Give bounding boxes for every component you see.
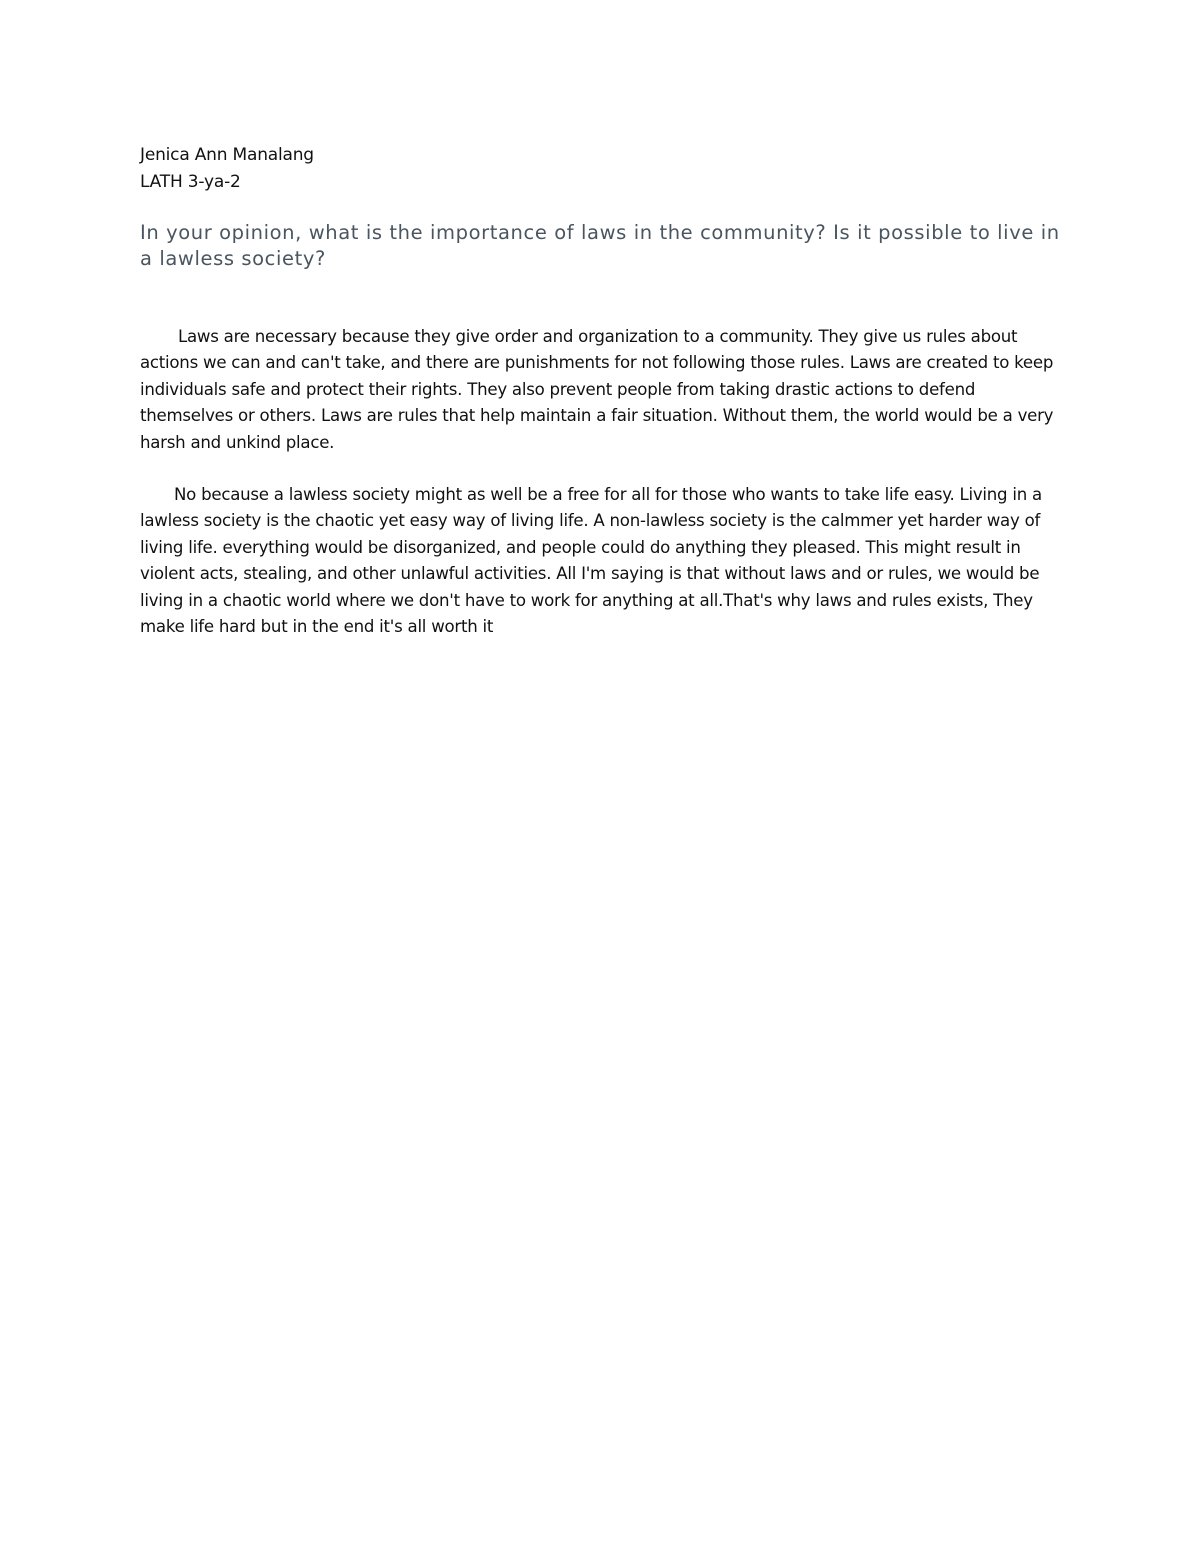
essay-question: In your opinion, what is the importance of laws in the community? Is it possible to live in a lawless society? [140, 221, 1060, 270]
class-section: LATH 3-ya-2 [140, 172, 241, 192]
author-name: Jenica Ann Manalang [140, 145, 314, 165]
answer-paragraph-1: Laws are necessary because they give order and organization to a community. They give us rules about actions we can and can't take, and there are punishments for not following those rules. Laws are created to keep individuals safe and protect their rights. They also prevent people from taking drastic actions to defend themselves or others. Laws are rules that help maintain a fair situation. Without them, the world would be a very harsh and unkind place. [140, 327, 1054, 452]
document-body [140, 142, 1070, 640]
answer-paragraph-2: No because a lawless society might as well be a free for all for those who wants to take life easy. Living in a lawless society is the chaotic yet easy way of living life. A non-lawless society is the calmmer yet harder way of living life. everything would be disorganized, and people could do anything they pleased. This might result in violent acts, stealing, and other unlawful activities. All I'm saying is that without laws and or rules, we would be living in a chaotic world where we don't have to work for anything at all.That's why laws and rules exists, They make life hard but in the end it's all worth it [140, 485, 1042, 637]
